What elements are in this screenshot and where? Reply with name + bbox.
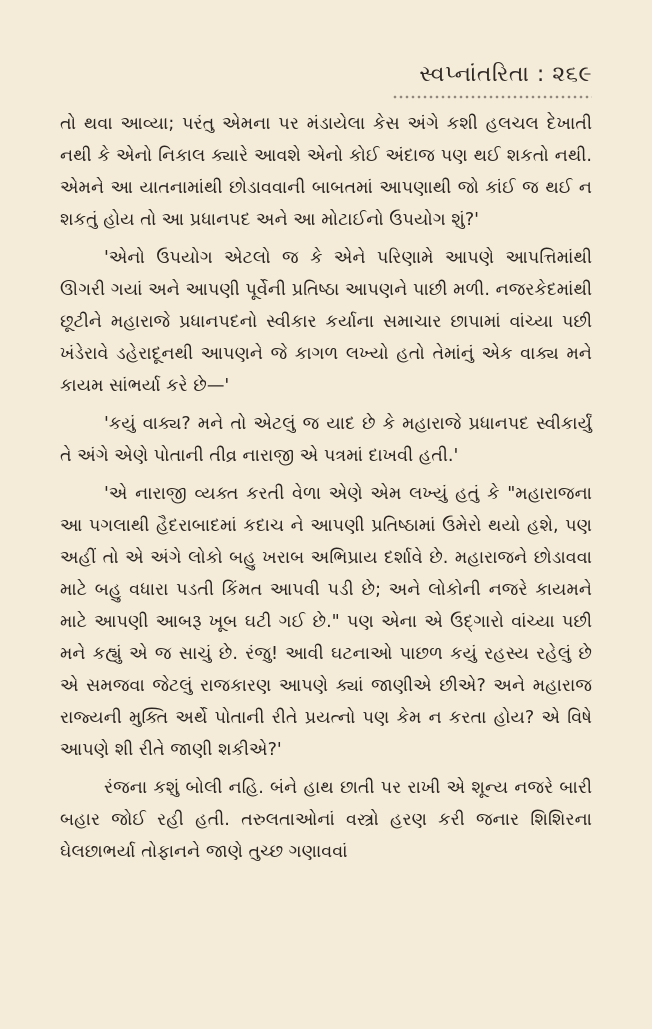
- header-ornament-rule: [392, 94, 592, 100]
- page-body: [60, 108, 592, 874]
- paragraph: રંજના કશું બોલી નહિ. બંને હાથ છાતી પર રાખી એ શૂન્ય નજરે બારી બહાર જોઈ રહી હતી. તરુલતાઓનાં વસ્ત્રો હરણ કરી જનાર શિશિરના ઘેલછાભર્યા તોફાનને જાણે તુચ્છ ગણાવવાં: [60, 778, 592, 862]
- paragraph: 'એનો ઉપયોગ એટલો જ કે એને પરિણામે આપણે આપત્તિમાંથી ઊગરી ગયાં અને આપણી પૂર્વેની પ્રતિષ્ઠા આપણને પાછી મળી. નજરકેદમાંથી છૂટીને મહારાજે પ્રધાનપદનો સ્વીકાર કર્યાના સમાચાર છાપામાં વાંચ્યા પછી ખંડેરાવે ડહેરાદૂનથી આપણને જે કાગળ લખ્યો હતો તેમાંનું એક વાક્ય મને કાયમ સાંભર્યા કરે છે—': [60, 248, 592, 396]
- paragraph: 'એ નારાજી વ્યક્ત કરતી વેળા એણે એમ લખ્યું હતું કે "મહારાજના આ પગલાથી હૈદરાબાદમાં કદાચ ને આપણી પ્રતિષ્ઠામાં ઉમેરો થયો હશે, પણ અહીં તો એ અંગે લોકો બહુ ખરાબ અભિપ્રાય દર્શાવે છે. મહારાજને છોડાવવા માટે બહુ વધારા પડતી કિંમત આપવી પડી છે; અને લોકોની નજરે કાયમને માટે આપણી આબરૂ ખૂબ ઘટી ગઈ છે." પણ એના એ ઉદ્ગારો વાંચ્યા પછી મને કહ્યું એ જ સાચું છે. રંજુ! આવી ઘટનાઓ પાછળ કયું રહસ્ય રહેલું છે એ સમજવા જેટલું રાજકારણ આપણે ક્યાં જાણીએ છીએ? અને મહારાજ રાજ્યની મુક્તિ અર્થે પોતાની રીતે પ્રયત્નો પણ કેમ ન કરતા હોય? એ વિષે આપણે શી રીતે જાણી શકીએ?': [60, 484, 592, 760]
- running-header: સ્વપ્નાંતરિતા : ૨૬૯: [419, 62, 592, 87]
- paragraph: 'કયું વાક્ય? મને તો એટલું જ યાદ છે કે મહારાજે પ્રધાનપદ સ્વીકાર્યું તે અંગે એણે પોતાની તીવ્ર નારાજી એ પત્રમાં દાખવી હતી.': [60, 414, 592, 466]
- paragraph: તો થવા આવ્યા; પરંતુ એમના પર મંડાયેલા કેસ અંગે કશી હલચલ દેખાતી નથી કે એનો નિકાલ ક્યારે આવશે એનો કોઈ અંદાજ પણ થઈ શકતો નથી. એમને આ યાતનામાંથી છોડાવવાની બાબતમાં આપણાથી જો કાંઈ જ થઈ ન શકતું હોય તો આ પ્રધાનપદ અને આ મોટાઈનો ઉપયોગ શું?': [60, 114, 592, 230]
